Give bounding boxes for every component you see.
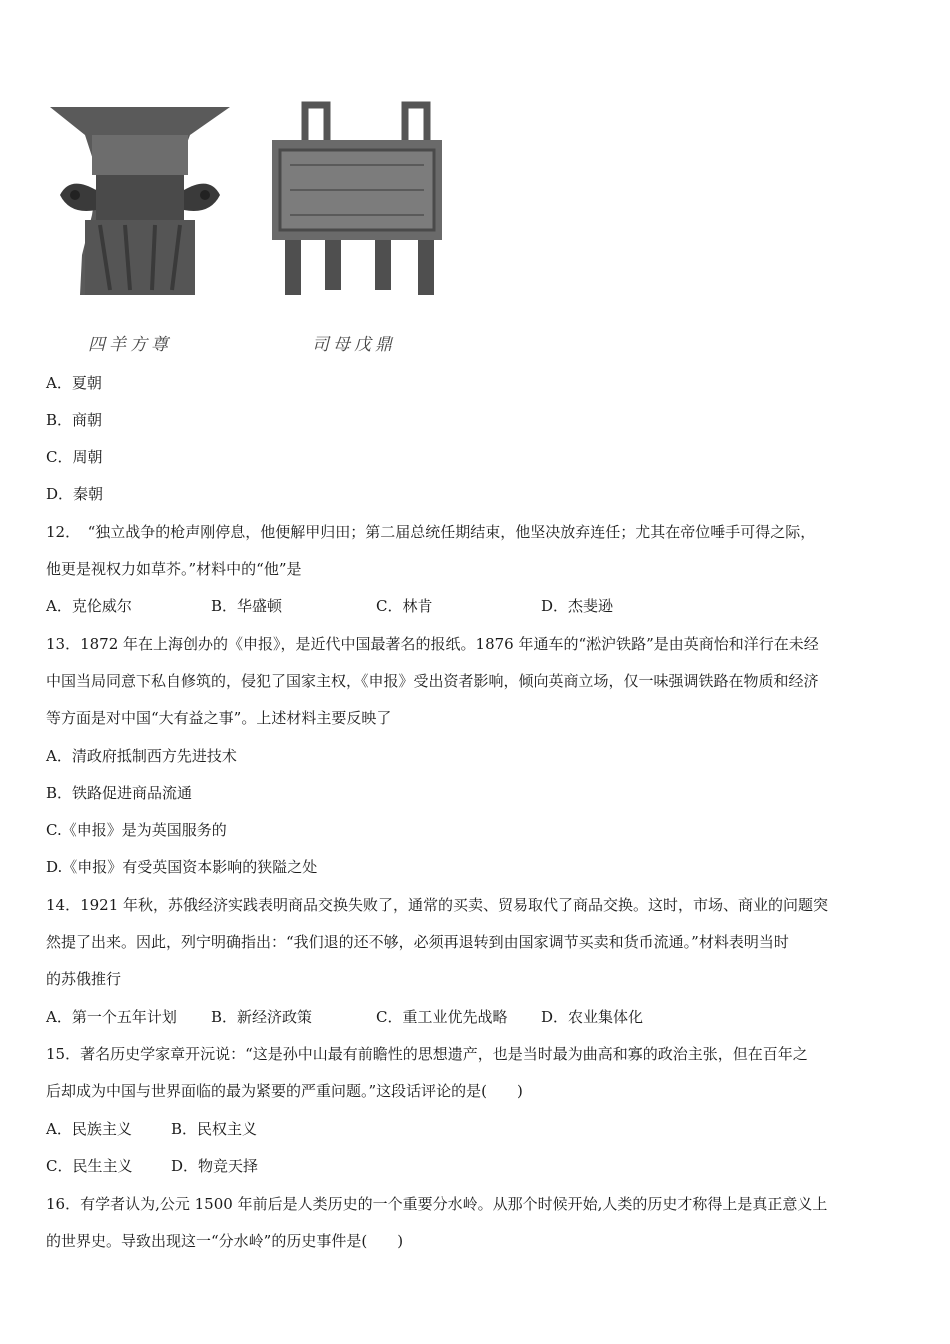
q13-option-b: B．铁路促进商品流通: [46, 784, 193, 802]
q13-stem-line1: 13．1872 年在上海创办的《申报》，是近代中国最著名的报纸。1876 年通车的“淞沪铁路”是由英商怡和洋行在未经: [46, 635, 819, 653]
q11-option-d: D．秦朝: [46, 485, 104, 503]
q14-option-b: B．新经济政策: [211, 1008, 313, 1026]
q15-options-row2: [46, 1156, 258, 1176]
q11-option-a: A．夏朝: [46, 374, 102, 392]
q13-stem-line3: 等方面是对中国“大有益之事”。上述材料主要反映了: [46, 709, 392, 727]
q12-stem-line2: 他更是视权力如草芥。”材料中的“他”是: [46, 560, 302, 578]
q14-option-c: C．重工业优先战略: [376, 1008, 508, 1026]
q14-stem-line2: 然提了出来。因此，列宁明确指出：“我们退的还不够，必须再退转到由国家调节买卖和货币流通。”材料表明当时: [46, 933, 789, 951]
q12-option-a: A．克伦威尔: [46, 597, 132, 615]
q16-stem-line1: 16．有学者认为,公元 1500 年前后是人类历史的一个重要分水岭。从那个时候开始,人类的历史才称得上是真正意义上: [46, 1195, 828, 1213]
q12-option-c: C．林肯: [376, 597, 433, 615]
simuwu-ding-illustration: [272, 105, 442, 295]
q15-option-a: A．民族主义: [46, 1120, 132, 1138]
q11-option-b: B．商朝: [46, 411, 103, 429]
q14-options: [46, 1007, 643, 1027]
caption-simuwu-ding: 司母戊鼎: [312, 335, 396, 355]
q12-options: [46, 596, 613, 616]
q15-option-b: B．民权主义: [171, 1120, 258, 1138]
q13-option-a: A．清政府抵制西方先进技术: [46, 747, 237, 765]
q15-option-c: C．民生主义: [46, 1157, 133, 1175]
q13-option-d: D.《申报》有受英国资本影响的狭隘之处: [46, 858, 318, 876]
q15-stem-line2: 后却成为中国与世界面临的最为紧要的严重问题。”这段话评论的是( ): [46, 1082, 523, 1100]
bronze-vessels-image: [40, 95, 460, 365]
q14-option-a: A．第一个五年计划: [46, 1008, 177, 1026]
four-ram-zun-illustration: [50, 107, 230, 295]
q14-stem-line1: 14．1921 年秋，苏俄经济实践表明商品交换失败了，通常的买卖、贸易取代了商品交换。这时，市场、商业的问题突: [46, 896, 829, 914]
q15-options-row1: [46, 1119, 257, 1139]
q15-option-d: D．物竞天择: [171, 1157, 259, 1175]
caption-four-ram-zun: 四羊方尊: [88, 335, 172, 355]
q12-stem-line1: 12． “独立战争的枪声刚停息，他便解甲归田；第二届总统任期结束，他坚决放弃连任；尤其在帝位唾手可得之际，: [46, 523, 816, 541]
q14-option-d: D．农业集体化: [541, 1008, 644, 1026]
q11-option-c: C．周朝: [46, 448, 103, 466]
q12-option-d: D．杰斐逊: [541, 597, 614, 615]
q15-stem-line1: 15．著名历史学家章开沅说：“这是孙中山最有前瞻性的思想遗产，也是当时最为曲高和寡的政治主张，但在百年之: [46, 1045, 808, 1063]
q13-option-c: C.《申报》是为英国服务的: [46, 821, 227, 839]
q16-stem-line2: 的世界史。导致出现这一“分水岭”的历史事件是( ): [46, 1232, 404, 1250]
q13-stem-line2: 中国当局同意下私自修筑的，侵犯了国家主权，《申报》受出资者影响，倾向英商立场，仅一味强调铁路在物质和经济: [46, 672, 819, 690]
q12-option-b: B．华盛顿: [211, 597, 283, 615]
q14-stem-line3: 的苏俄推行: [46, 970, 122, 988]
